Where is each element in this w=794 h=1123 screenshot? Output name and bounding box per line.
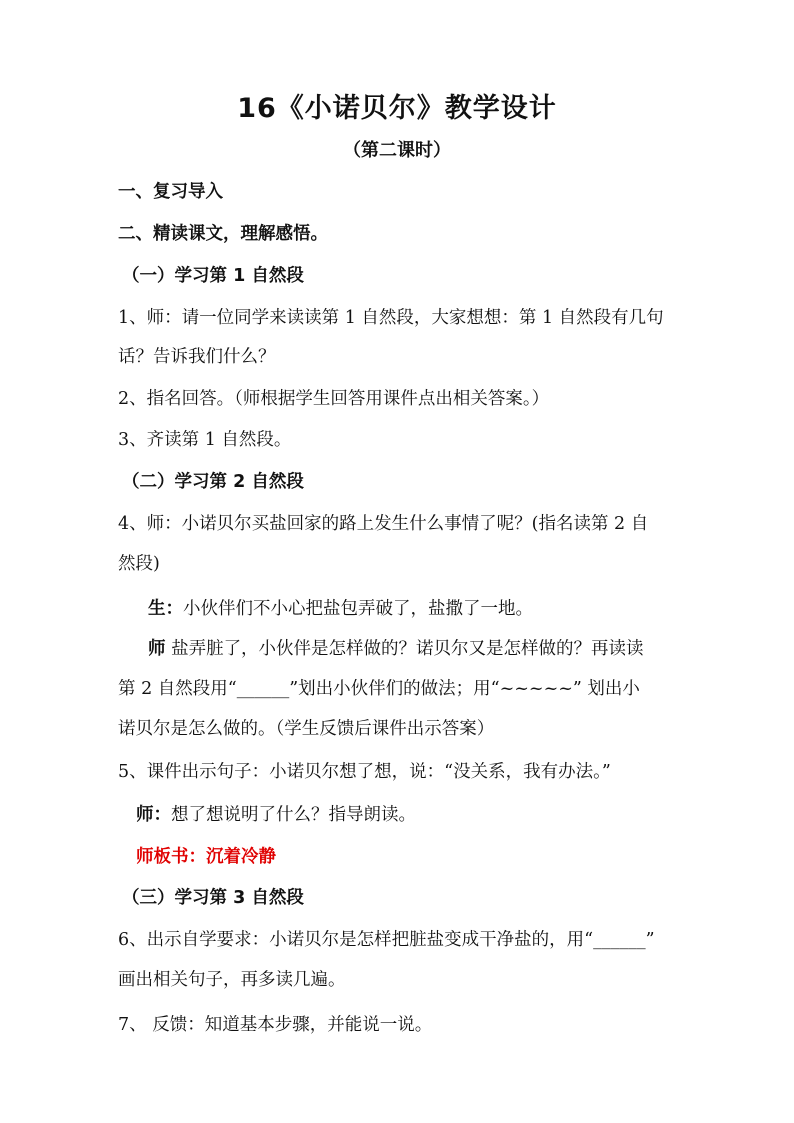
paragraph-line (136, 803, 716, 827)
speaker-text: 想了想说明了什么？指导朗读。 (171, 805, 416, 825)
subsection-heading-para3: （三）学习第 3 自然段 (122, 888, 304, 908)
paragraph-line: 画出相关句子，再多读几遍。 (118, 970, 346, 990)
paragraph-line: 1、师：请一位同学来读读第 1 自然段，大家想想：第 1 自然段有几句 (118, 308, 664, 328)
paragraph-line: 诺贝尔是怎么做的。（学生反馈后课件出示答案） (118, 719, 495, 739)
paragraph-line: 4、师：小诺贝尔买盐回家的路上发生什么事情了呢？(指名读第 2 自 (118, 514, 649, 534)
subsection-heading-para2: （二）学习第 2 自然段 (122, 472, 304, 492)
paragraph-line: 7、 反馈：知道基本步骤，并能说一说。 (118, 1015, 433, 1035)
subsection-heading-para1: （一）学习第 1 自然段 (122, 266, 304, 286)
paragraph-line: 2、指名回答。（师根据学生回答用课件点出相关答案。） (118, 389, 550, 409)
paragraph-line: 6、出示自学要求：小诺贝尔是怎样把脏盐变成干净盐的，用“______” (118, 930, 655, 950)
paragraph-line: 3、齐读第 1 自然段。 (118, 430, 292, 450)
speaker-label: 生： (148, 599, 183, 619)
document-subtitle: （第二课时） (343, 140, 451, 161)
paragraph-line: 5、课件出示句子：小诺贝尔想了想，说：“没关系，我有办法。” (118, 762, 611, 782)
board-note: 师板书：沉着冷静 (136, 847, 276, 867)
speaker-text: 小伙伴们不小心把盐包弄破了，盐撒了一地。 (183, 599, 533, 619)
section-heading-reading: 二、精读课文，理解感悟。 (118, 224, 328, 244)
speaker-label: 师： (136, 805, 171, 825)
paragraph-line: 话？告诉我们什么？ (118, 347, 276, 367)
section-heading-review: 一、复习导入 (118, 182, 223, 202)
paragraph-line: 然段) (118, 554, 160, 574)
paragraph-line (148, 597, 728, 621)
speaker-label: 师 (148, 639, 166, 659)
paragraph-line: 第 2 自然段用“______”划出小伙伴们的做法；用“~~~~~” 划出小 (118, 679, 640, 699)
document-title: 16《小诺贝尔》教学设计 (237, 93, 557, 124)
paragraph-line (148, 637, 728, 661)
speaker-text: 盐弄脏了，小伙伴是怎样做的？诺贝尔又是怎样做的？再读读 (165, 639, 644, 659)
